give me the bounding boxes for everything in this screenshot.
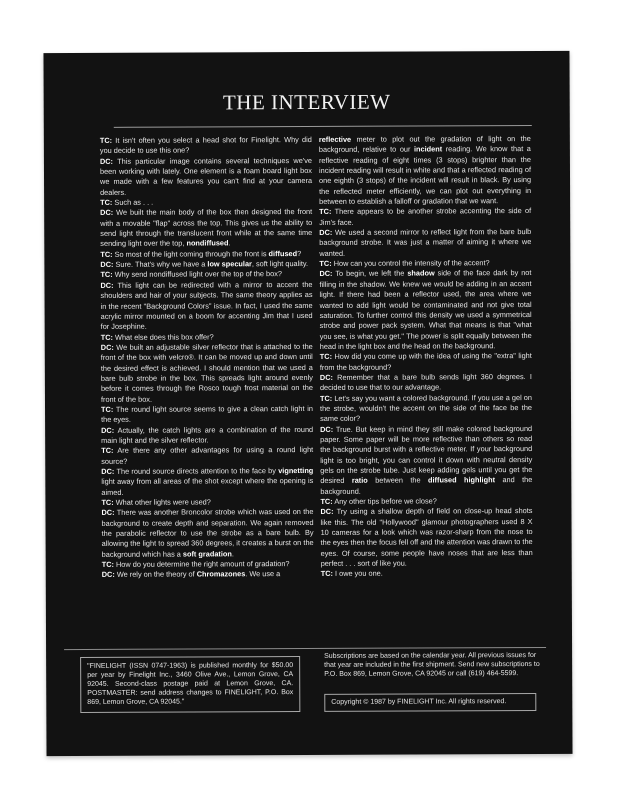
speaker-tag: DC: (101, 508, 115, 518)
paragraph-text: Let's say you want a colored background. If you use a gel on the strobe, wouldn't the accent on the side of the face be the same color? (320, 392, 533, 424)
paragraph-text: What other lights were used? (113, 497, 211, 507)
speaker-tag: DC: (100, 208, 114, 218)
paragraph-text: What else does this box offer? (112, 331, 214, 342)
paragraph-text: We used a second mirror to reflect light from the bare bulb background strobe. It was just a matter of aiming it where we wanted. (319, 227, 532, 258)
interview-paragraph (100, 135, 312, 157)
paragraph-text: Remember that a bare bulb sends light 360 degrees. I decided to use that to our advantage. (319, 371, 532, 393)
paragraph-text: reading. We know that a reflective reading of eight times (3 stops) brighter than the incident reading will result in white and that a reflected reading of one eighth (3 stops) of the incident will result in black. By using the reflected meter efficiently, we can plot out everything in between to establish a falloff or gradation that we want. (318, 144, 532, 207)
emphasized-term: ratio (351, 476, 368, 486)
interview-paragraph (320, 393, 532, 425)
interview-paragraph (320, 351, 532, 373)
paragraph-text: This particular image contains several techniques we've been working with lately. One element is a foam board light box we made with a few features you can't find at your camera dealers. (99, 155, 313, 197)
speaker-tag: DC: (320, 424, 334, 434)
emphasized-term: soft gradation (182, 549, 232, 559)
paragraph-text: The round source directs attention to the face by (114, 466, 279, 476)
interview-paragraph (320, 424, 532, 497)
paragraph-text: and the background. (320, 475, 533, 496)
interview-paragraph (320, 372, 532, 394)
paragraph-text: There was another Broncolor strobe which was used on the background to create depth and separation. We again removed the parabolic reflector to use the strobe as a bare bulb. By allowing the light to spread 360 degrees, it creates a burst on the background which has a (101, 507, 314, 559)
speaker-tag: TC: (100, 332, 113, 342)
magazine-page (43, 51, 572, 756)
emphasized-term: reflective (318, 134, 352, 144)
speaker-tag: TC: (319, 207, 332, 217)
paragraph-text: We built the main body of the box then designed the front with a movable "flap" across the top. This gives us the ability to send light through the translucent front while at the same time sending light over the top, (100, 207, 313, 249)
paragraph-text: . (228, 238, 231, 248)
speaker-tag: DC: (99, 156, 114, 166)
emphasized-term: incident (413, 144, 443, 154)
paragraph-text: Such as . . . (112, 197, 154, 207)
speaker-tag: TC: (101, 559, 114, 569)
speaker-tag: DC: (101, 570, 115, 580)
paragraph-text: Sure. That's why we have a (113, 259, 208, 269)
paragraph-text: This light can be redirected with a mirror to accent the shoulders and hair of your subjects. The same theory applies as in the recent "Background Colors" issue. In fact, I used the same acrylic mirror mounted on a boom for accenting Jim that I used for Josephine. (100, 279, 313, 332)
paragraph-text: To begin, we left the (332, 269, 408, 279)
speaker-tag: TC: (101, 404, 114, 414)
copyright-notice: Copyright © 1987 by FINELIGHT Inc. All rights reserved. (324, 693, 536, 712)
interview-paragraph (100, 207, 312, 249)
emphasized-term: vignetting (278, 465, 314, 476)
interview-paragraph (101, 507, 313, 560)
speaker-tag: DC: (320, 507, 334, 517)
paragraph-text: It isn't often you select a head shot for Finelight. Why did you decide to use this one? (99, 134, 312, 156)
paragraph-text: How can you control the intensity of the accent? (331, 258, 490, 269)
interview-paragraph (101, 466, 313, 498)
speaker-tag: DC: (100, 280, 114, 290)
speaker-tag: DC: (101, 425, 115, 435)
subscription-info: Subscriptions are based on the calendar year. All previous issues for that year are included in the first shipment. Send new subscriptions to P.O. Box 869, Lemon Grove, CA 92045 or call (619) 464-5599. (324, 652, 540, 678)
speaker-tag: TC: (319, 393, 333, 403)
paragraph-text: side of the face dark by not filling in the shadow. We knew we would be adding in an accent light. If there had been a reflector used, the area where we wanted to add light would be contaminated and not give total saturation. To further control this density we used a symmetrical strobe and power pack system. What that means is that "what you see, is what you get." The power is split equally between the head in the light box and the head on the background. (319, 268, 532, 351)
interview-paragraph (101, 404, 313, 426)
speaker-tag: DC: (101, 466, 115, 476)
interview-paragraph (100, 156, 312, 198)
interview-paragraph (102, 569, 314, 580)
emphasized-term: low specular (207, 259, 252, 269)
speaker-tag: TC: (100, 270, 113, 280)
speaker-tag: TC: (319, 352, 333, 362)
speaker-tag: DC: (319, 269, 333, 279)
paragraph-text: Why send nondiffused light over the top of the box? (112, 269, 283, 280)
paragraph-text: I owe you one. (332, 569, 383, 579)
speaker-tag: TC: (320, 569, 334, 579)
page-title: THE INTERVIEW (222, 89, 391, 115)
paragraph-text: We rely on the theory of (114, 569, 197, 580)
paragraph-text: meter to plot out the gradation of light on the background, relative to our (318, 134, 531, 155)
paragraph-text: Any other tips before we close? (332, 496, 437, 506)
paragraph-text: We built an adjustable silver reflector that is attached to the front of the box with velcro®. It can be moved up and down until the desired effect is achieved. I should mention that we used a bare bulb strobe in the box. This spreads light around evenly before it comes through the Rosco tough frost material on the front of the box. (100, 341, 313, 404)
speaker-tag: TC: (320, 496, 333, 506)
paragraph-text: . (231, 549, 234, 559)
interview-paragraph (321, 568, 533, 579)
interview-paragraph (100, 280, 312, 333)
paragraph-text: light away from all areas of the shot except where the opening is aimed. (101, 476, 314, 497)
emphasized-term: nondiffused (186, 238, 229, 248)
paragraph-text: The round light source seems to give a clean catch light in the eyes. (101, 403, 314, 425)
interview-paragraph (102, 559, 314, 570)
title-rule (114, 125, 532, 128)
footer-rule (64, 647, 546, 650)
paragraph-text: How do you determine the right amount of gradation? (113, 559, 290, 569)
speaker-tag: TC: (100, 197, 113, 207)
interview-paragraph (319, 206, 531, 228)
speaker-tag: DC: (319, 227, 333, 238)
speaker-tag: TC: (100, 249, 113, 259)
emphasized-term: diffused (268, 248, 298, 258)
interview-paragraph (101, 425, 313, 447)
paragraph-text: True. But keep in mind they still make colored background paper. Some paper will be more reflective than others so read the background burst with a reflective meter. If your background light is too bright, you can control it down with neutral density gels on the strobe tube. Just keep adding gels until you get the desired (320, 423, 533, 486)
interview-paragraph (319, 227, 531, 259)
speaker-tag: DC: (100, 342, 114, 352)
interview-paragraph (101, 445, 313, 467)
paragraph-text: . We use a (245, 569, 281, 579)
speaker-tag: TC: (319, 259, 332, 269)
emphasized-term: shadow (407, 268, 435, 279)
paragraph-text: Are there any other advantages for using a round light source? (101, 445, 314, 466)
speaker-tag: DC: (319, 372, 333, 382)
paragraph-text: There appears to be another strobe accenting the side of Jim's face. (319, 206, 532, 227)
paragraph-text: ? (297, 248, 302, 258)
speaker-tag: TC: (101, 446, 114, 456)
interview-paragraph (319, 268, 531, 352)
publication-info-box: "FINELIGHT (ISSN 0747-1963) is published monthly for $50.00 per year by Finelight Inc., 3460 Olive Ave., Lemon Grove, CA 92045. Second-class postage paid at Lemon Grove, CA. POSTMASTER: send address changes to FINELIGHT, P.O. Box 869, Lemon Grove, CA 92045." (80, 656, 300, 713)
paragraph-text: between the (367, 475, 429, 486)
interview-column-left (100, 135, 314, 581)
speaker-tag: TC: (99, 135, 113, 145)
emphasized-term: Chromazones (196, 569, 246, 579)
paragraph-text: Actually, the catch lights are a combination of the round main light and the silver reflector. (101, 424, 314, 445)
speaker-tag: TC: (101, 497, 114, 507)
paragraph-text: Try using a shallow depth of field on close-up head shots like this. The old "Hollywood" glamour photographers used 8 X 10 cameras for a look which was razor-sharp from the nose to the eyes then the focus fell off and the attention was drawn to the eyes. Of course, some people have noses that are less than perfect . . . sort of like you. (320, 506, 533, 569)
emphasized-term: diffused highlight (428, 475, 496, 485)
interview-paragraph (320, 506, 532, 569)
interview-paragraph (101, 342, 313, 405)
paragraph-text: , soft light quality. (251, 259, 309, 269)
paragraph-text: So most of the light coming through the front is (112, 248, 269, 259)
paragraph-text: How did you come up with the idea of using the "extra" light from the background? (319, 351, 532, 372)
interview-column-right (319, 134, 533, 580)
interview-paragraph (319, 134, 531, 207)
speaker-tag: DC: (100, 259, 114, 270)
